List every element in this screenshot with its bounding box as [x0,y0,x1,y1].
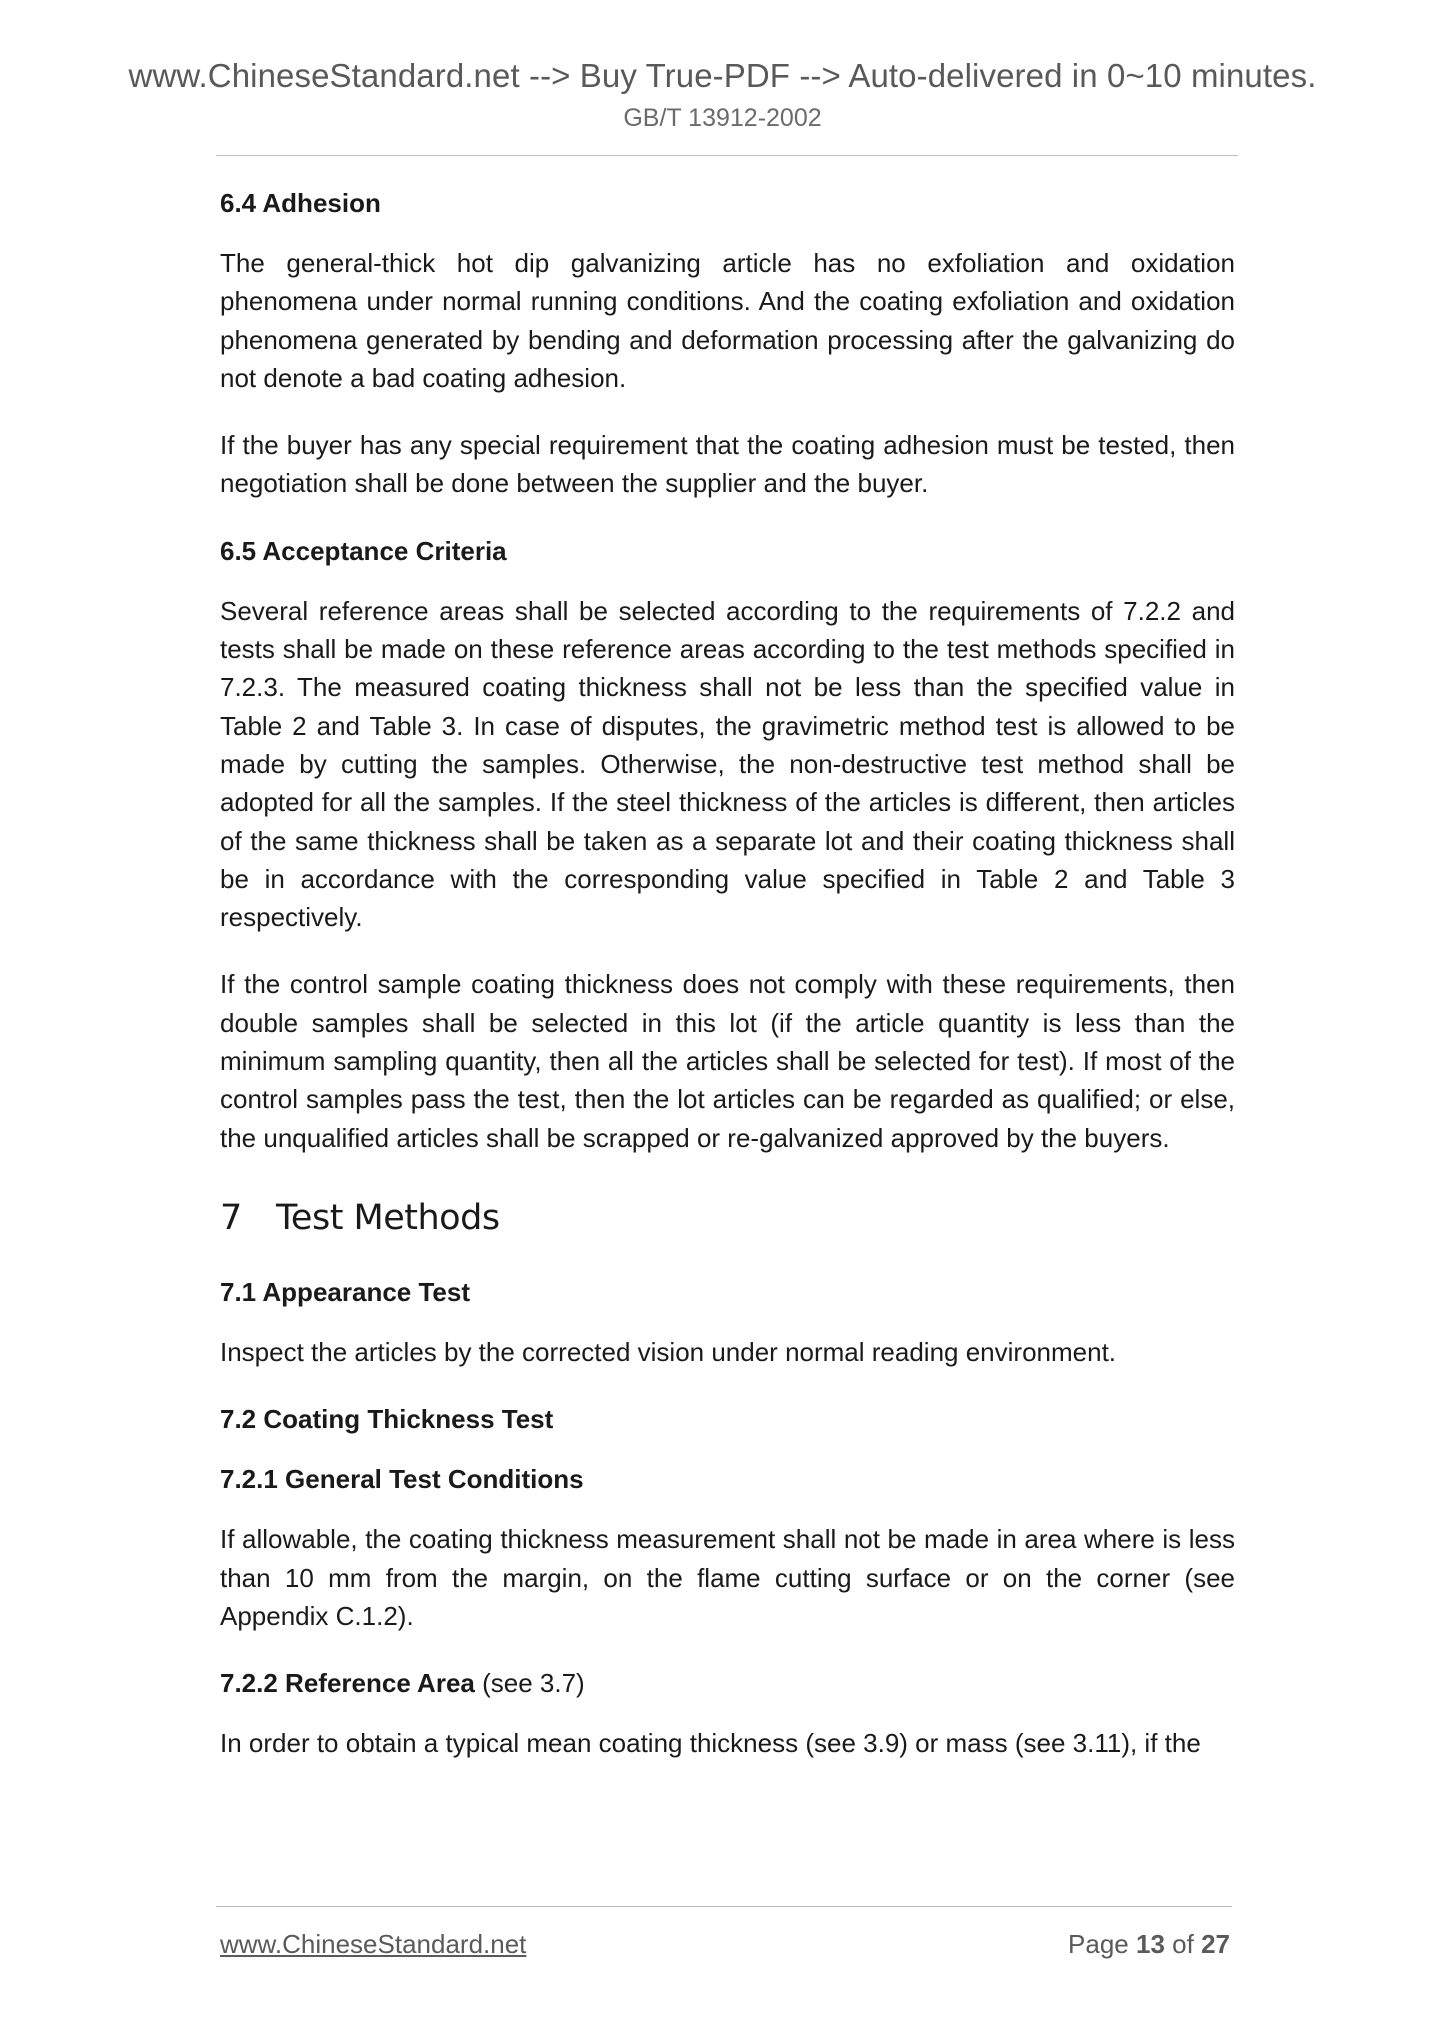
document-body [220,184,1235,1791]
paragraph-6-4-1: The general-thick hot dip galvanizing article has no exfoliation and oxidation phenomena under normal running conditions. And the coating exfoliation and oxidation phenomena generated by bending and deformation processing after the galvanizing do not denote a bad coating adhesion. [220,248,1235,393]
heading-7-2-1: 7.2.1 General Test Conditions [220,1464,584,1495]
paragraph-6-5-2: If the control sample coating thickness does not comply with these requirements, then double samples shall be selected in this lot (if the article quantity is less than the minimum sampling quantity, then all the articles shall be selected for test). If most of the control samples pass the test, then the lot articles can be regarded as qualified; or else, the unqualified articles shall be scrapped or re-galvanized approved by the buyers. [220,969,1235,1153]
standard-number: GB/T 13912-2002 [623,104,822,132]
page-label: Page [1068,1929,1129,1959]
heading-7-2-2 [220,1664,1235,1702]
heading-6-5: 6.5 Acceptance Criteria [220,535,507,566]
heading-6-4: 6.4 Adhesion [220,188,381,218]
page-footer [220,1926,1230,1962]
heading-7-2: 7.2 Coating Thickness Test [220,1404,554,1435]
page-of: of [1172,1929,1194,1959]
paragraph-7-2-1-1: If allowable, the coating thickness measurement shall not be made in area where is less than 10 mm from the margin, on the flame cutting surface or on the corner (see Appendix C.1.2). [220,1524,1235,1631]
paragraph-7-2-2-1: In order to obtain a typical mean coating thickness (see 3.9) or mass (see 3.11), if the [220,1728,1201,1759]
page-number [1068,1926,1230,1962]
page-total: 27 [1201,1929,1230,1959]
heading-7-2-2-reference: (see 3.7) [474,1668,585,1699]
header-divider [216,155,1238,156]
paragraph-6-4-2: If the buyer has any special requirement that the coating adhesion must be tested, then negotiation shall be done between the supplier and the buyer. [220,430,1235,499]
heading-7-1: 7.1 Appearance Test [220,1276,470,1307]
heading-7-number: 7 [220,1197,242,1238]
footer-divider [216,1906,1232,1907]
paragraph-6-5-1: Several reference areas shall be selected according to the requirements of 7.2.2 and tests shall be made on these reference areas according to the test methods specified in 7.2.3. The measured coating thickness shall not be less than the specified value in Table 2 and Table 3. In case of disputes, the gravimetric method test is allowed to be made by cutting the samples. Otherwise, the non-destructive test method shall be adopted for all the samples. If the steel thickness of the articles is different, then articles of the same thickness shall be taken as a separate lot and their coating thickness shall be in accordance with the corresponding value specified in Table 2 and Table 3 respectively. [220,595,1235,933]
page-header [0,56,1445,134]
paragraph-7-1-1: Inspect the articles by the corrected vision under normal reading environment. [220,1336,1117,1367]
heading-7-2-2-title: 7.2.2 Reference Area [220,1668,475,1699]
page-current: 13 [1136,1929,1165,1959]
footer-site-link[interactable]: www.ChineseStandard.net [220,1929,527,1959]
header-banner: www.ChineseStandard.net --> Buy True-PDF --> Auto-delivered in 0~10 minutes. [128,57,1317,94]
heading-7-title: Test Methods [276,1197,500,1238]
heading-7 [220,1193,1235,1243]
